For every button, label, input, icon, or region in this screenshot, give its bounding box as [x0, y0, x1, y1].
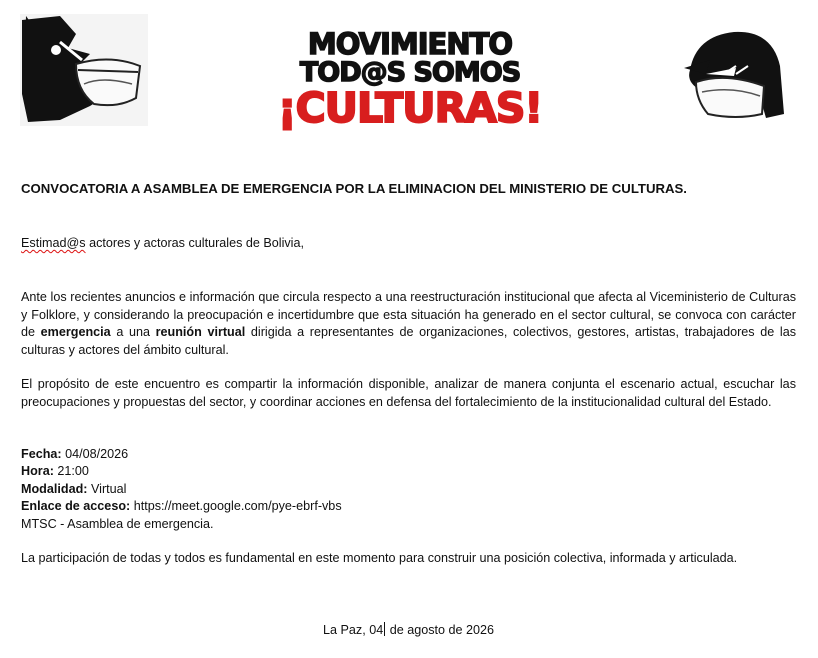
- masked-face-icon: [20, 14, 148, 126]
- detail-label: Modalidad:: [21, 481, 88, 496]
- detail-modalidad: [21, 481, 342, 498]
- movement-logo: [272, 26, 548, 132]
- paragraph-1-text: dirigida a representantes de organizaciones, colectivos, gestores, artistas, trabajadores de las culturas y actores del ámbito cultural.: [21, 325, 796, 357]
- greeting-rest: actores y actoras culturales de Bolivia,: [85, 236, 304, 250]
- emphasis-reunion-virtual: reunión virtual: [155, 325, 246, 340]
- emphasis-emergencia: emergencia: [40, 325, 111, 340]
- detail-hora: [21, 463, 342, 480]
- logo-line-3: ¡CULTURAS!: [277, 84, 543, 132]
- detail-label: Enlace de acceso:: [21, 499, 131, 514]
- detail-value: 04/08/2026: [61, 447, 129, 461]
- detail-value: Virtual: [87, 481, 127, 496]
- closing-text: de agosto de 2026: [386, 623, 495, 637]
- document-header: [0, 0, 818, 140]
- logo-line-2: TOD@S SOMOS: [299, 57, 521, 88]
- paragraph-2: El propósito de este encuentro es compartir la información disponible, analizar de manera conjunta el escenario actual, escuchar las preocupaciones y propuestas del sector, y coordinar acciones en defensa del fortalecimiento de la institucionalidad cultural del Estado.: [21, 377, 796, 409]
- meeting-details: [21, 446, 342, 533]
- detail-label: Fecha:: [21, 447, 62, 461]
- masked-face-icon: [676, 30, 788, 120]
- paragraph-3: La participación de todas y todos es fundamental en este momento para construir una posición colectiva, informada y articulada.: [21, 551, 738, 565]
- closing-text: La Paz, 04: [323, 623, 384, 637]
- greeting: [21, 236, 304, 250]
- detail-fecha: [21, 446, 342, 463]
- paragraph-1-text: a una: [110, 325, 156, 340]
- detail-meeting-name: MTSC - Asamblea de emergencia.: [21, 516, 214, 531]
- meeting-link[interactable]: https://meet.google.com/pye-ebrf-vbs: [130, 499, 342, 514]
- greeting-underlined-word: Estimad@s: [21, 236, 86, 250]
- closing-place-date: [323, 622, 494, 637]
- detail-label: Hora:: [21, 464, 54, 479]
- paragraph-1-text: Ante los recientes anuncios e información que circula respecto a una reestructuración institucional que afecta al Viceministerio de Culturas y Folklore, y considerando la preocupación e incertidumbre que esta situación ha generado en el sector cultural, se convoca con carácter de: [21, 290, 796, 340]
- detail-enlace: [21, 498, 342, 515]
- logo-line-1: MOVIMIENTO: [307, 27, 513, 61]
- detail-value: 21:00: [53, 464, 89, 479]
- document-heading: CONVOCATORIA A ASAMBLEA DE EMERGENCIA POR LA ELIMINACION DEL MINISTERIO DE CULTURAS.: [21, 181, 687, 196]
- paragraph-1: [21, 289, 796, 359]
